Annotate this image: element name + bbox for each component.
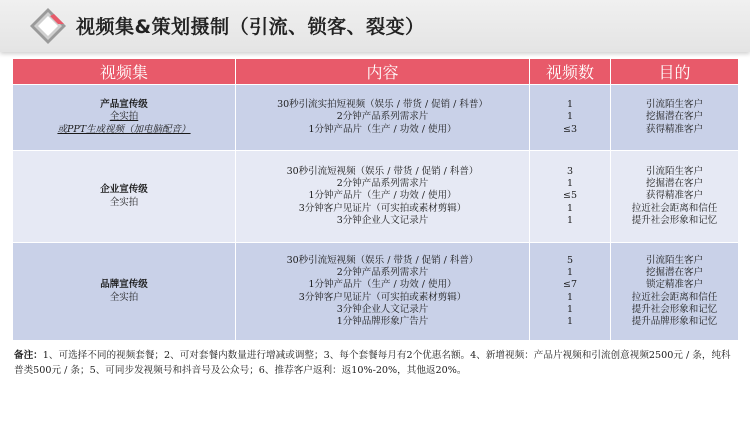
remarks-note — [14, 348, 738, 378]
purpose-line: 获得精准客户 — [645, 190, 703, 202]
content-line: 1分钟产品片（生产 / 功效 / 使用） — [308, 190, 457, 202]
table-row-brand — [13, 243, 739, 341]
content-line: 2分钟产品系列需求片 — [336, 178, 429, 190]
count-value: ≤3 — [562, 123, 577, 135]
purpose-cell — [611, 85, 739, 151]
count-value: 1 — [566, 99, 574, 111]
purpose-line: 引流陌生客户 — [645, 254, 703, 266]
column-header-purpose: 目的 — [611, 59, 739, 85]
diamond-logo-icon — [28, 6, 68, 46]
purpose-line: 挖掘潜在客户 — [645, 111, 703, 123]
content-line: 1分钟产品片（生产 / 功效 / 使用） — [308, 279, 457, 291]
purpose-line: 挖掘潜在客户 — [645, 178, 703, 190]
group-name: 企业宣传级 — [100, 184, 148, 196]
count-cell — [530, 151, 611, 243]
content-line: 3分钟企业人文记录片 — [336, 303, 429, 315]
content-line: 2分钟产品系列需求片 — [336, 111, 429, 123]
page-title: 视频集&策划摄制（引流、锁客、裂变） — [76, 16, 425, 38]
count-cell — [530, 243, 611, 341]
content-line: 30秒引流短视频（娱乐 / 带货 / 促销 / 科普） — [286, 254, 479, 266]
content-cell — [236, 85, 530, 151]
count-value: 1 — [566, 111, 574, 123]
purpose-cell — [611, 151, 739, 243]
content-cell — [236, 243, 530, 341]
video-set-cell — [13, 85, 236, 151]
group-name: 产品宣传级 — [100, 99, 148, 111]
group-sub: 全实拍 — [109, 196, 139, 208]
purpose-line: 锁定精准客户 — [645, 279, 703, 291]
purpose-line: 引流陌生客户 — [645, 99, 703, 111]
group-name: 品牌宣传级 — [100, 279, 148, 291]
table-row-product — [13, 85, 739, 151]
purpose-cell — [611, 243, 739, 341]
content-line: 2分钟产品系列需求片 — [336, 266, 429, 278]
video-package-table — [12, 58, 739, 341]
group-sub: 全实拍 — [109, 111, 139, 123]
count-value: ≤7 — [562, 279, 577, 291]
count-value: 3 — [566, 165, 574, 177]
remarks-label: 备注： — [14, 350, 43, 361]
table-header-row — [13, 59, 739, 85]
purpose-line: 拉近社会距离和信任 — [631, 202, 718, 214]
content-line: 3分钟客户见证片（可实拍或素材剪辑） — [298, 202, 467, 214]
count-value: 1 — [566, 214, 574, 226]
content-line: 30秒引流短视频（娱乐 / 带货 / 促销 / 科普） — [286, 165, 479, 177]
remarks-text: 1、可选择不同的视频套餐；2、可对套餐内数量进行增减或调整；3、每个套餐每月有2个优惠名额。4、新增视频：产品片视频和引流创意视频2500元 / 条，纯科普类500元 / 条；5、可同步发视频号和抖音号及公众号；6、推荐客户返利：返10%-20%，其他返20%。 — [14, 350, 731, 376]
purpose-line: 挖掘潜在客户 — [645, 266, 703, 278]
column-header-video-set: 视频集 — [13, 59, 236, 85]
title-band — [0, 0, 750, 52]
group-sub: 全实拍 — [109, 291, 139, 303]
content-line: 3分钟企业人文记录片 — [336, 214, 429, 226]
ppt-option-link[interactable]: 或PPT生成视频（加电脑配音） — [57, 123, 191, 135]
purpose-line: 提升品牌形象和记忆 — [631, 316, 718, 328]
count-value: 1 — [566, 266, 574, 278]
purpose-line: 提升社会形象和记忆 — [631, 303, 718, 315]
count-value: 5 — [566, 254, 574, 266]
purpose-line: 获得精准客户 — [645, 123, 703, 135]
content-line: 30秒引流实拍短视频（娱乐 / 带货 / 促销 / 科普） — [277, 99, 488, 111]
count-value: 1 — [566, 291, 574, 303]
content-line: 3分钟客户见证片（可实拍或素材剪辑） — [298, 291, 467, 303]
count-cell — [530, 85, 611, 151]
purpose-line: 提升社会形象和记忆 — [631, 214, 718, 226]
purpose-line: 拉近社会距离和信任 — [631, 291, 718, 303]
purpose-line: 引流陌生客户 — [645, 165, 703, 177]
count-value: 1 — [566, 178, 574, 190]
content-cell — [236, 151, 530, 243]
count-value: 1 — [566, 316, 574, 328]
table-row-enterprise — [13, 151, 739, 243]
column-header-video-count: 视频数 — [530, 59, 611, 85]
content-line: 1分钟品牌形象广告片 — [336, 316, 429, 328]
count-value: 1 — [566, 202, 574, 214]
video-set-cell — [13, 151, 236, 243]
content-line: 1分钟产品片（生产 / 功效 / 使用） — [308, 123, 457, 135]
count-value: 1 — [566, 303, 574, 315]
video-set-cell — [13, 243, 236, 341]
column-header-content: 内容 — [236, 59, 530, 85]
count-value: ≤5 — [562, 190, 577, 202]
